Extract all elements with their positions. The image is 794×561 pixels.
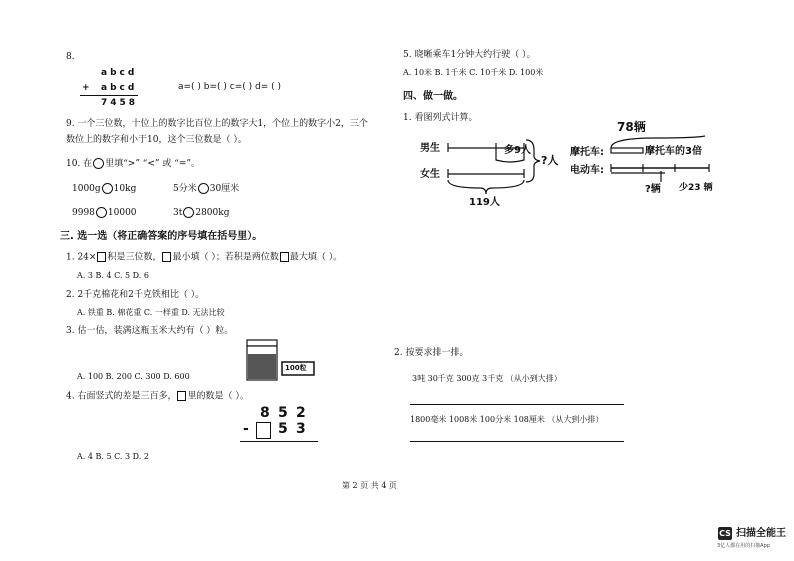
q5-text: 5. 晓晰乘车1分钟大约行驶（ ）。 [403,50,536,60]
subtrahend-digit: 5 [278,421,288,437]
s3q4-text-a: 4. 右面竖式的差是三百多， [66,391,177,402]
s3q2-text: 2. 2千克棉花和2千克铁相比（ ）。 [66,290,205,300]
times-label: 摩托车的3倍 [645,146,702,157]
square-blank-icon [97,252,106,262]
q8-sum: 7458 [101,98,139,108]
question-cars-label: ?辆 [645,184,661,195]
s3q3-text: 3. 估一估，装满这瓶玉米大约有（ ）粒。 [66,326,234,336]
minuend-digit: 2 [296,405,306,421]
boys-label: 男生 [420,143,440,154]
circle-blank-icon [93,158,104,169]
q9-line1: 9. 一个三位数，十位上的数字比百位上的数字大1，个位上的数字小2，三个 [66,119,368,129]
circle-blank-icon[interactable] [96,207,107,218]
q8-addend1: abcd [101,68,138,78]
s3q3-options[interactable]: A. 100 B. 200 C. 300 D. 600 [77,372,190,381]
s4q2-row1: 3吨 30千克 300克 3千克 （从小到大排） [412,374,562,383]
section3-title: 三. 选一选（将正确答案的序号填在括号里）。 [60,231,263,242]
answer-line-2[interactable] [410,441,624,442]
s3q1-text-d: 最大填（ ）。 [289,252,343,263]
q8-sum-line [80,95,138,96]
q8-number: 8. [66,52,75,62]
minus-sign: - [243,421,249,437]
s3q1-text-c: 最小填（ ）；若积是两位数 [172,252,279,263]
q10-suffix: 里填“>” “<” 或 “=”。 [105,159,200,169]
question-label: ?人 [541,154,559,167]
q10-c4-right: 2800kg [195,208,230,218]
q10-compare-4 [173,207,229,219]
square-blank-icon [162,252,171,262]
total-label: 119人 [469,197,500,208]
total-cars-label: 78辆 [617,120,646,134]
q8-addend2: abcd [101,83,138,93]
vehicle-diagram [605,134,715,186]
s3q1-text [66,252,342,264]
camscanner-logo: CS [719,529,731,538]
s4q2-title: 2. 按要求排一排。 [394,348,469,358]
q10-prefix: 10. 在 [66,159,93,169]
watermark-brand: 扫描全能王 [736,528,786,539]
s4q2-row2: 1800毫米 1008米 100分米 108厘米 （从大到小排） [410,415,604,424]
s3q1-text-b: 积是三位数， [107,252,162,263]
q10-compare-1 [72,183,136,195]
minuend-digit: 5 [278,405,288,421]
q10-c4-left: 3t [173,208,183,218]
q10-compare-2 [173,183,239,195]
square-blank-icon [280,252,289,262]
corn-jar-icon [244,338,316,382]
q9-line2: 数位上的数字和小于10，这个三位数是（ ）。 [66,135,247,145]
s3q4-text [66,391,249,403]
q10-compare-3 [72,207,137,219]
q8-blanks: a=( ) b=( ) c=( ) d= ( ) [178,82,282,92]
minuend-digit: 8 [260,405,270,421]
circle-blank-icon[interactable] [102,183,113,194]
subtrahend-digit: 3 [296,421,306,437]
q10-c1-right: 10kg [113,184,137,194]
girls-label: 女生 [420,169,440,180]
s3q1-text-a: 1. 24× [66,252,97,263]
page-number: 第 2 页 共 4 页 [342,481,397,490]
section4-title: 四、做一做。 [403,91,463,102]
jar-label: 100粒 [285,364,307,372]
s3q4-text-b: 里的数是（ ）。 [187,391,249,402]
moto-label: 摩托车: [570,147,604,158]
ebike-label: 电动车: [570,165,604,176]
s3q2-options[interactable]: A. 铁重 B. 棉花重 C. 一样重 D. 无法比较 [77,308,225,317]
q10-c2-right: 30厘米 [209,184,240,194]
q8-plus: + [82,83,90,93]
q10-c2-left: 5分米 [173,184,197,194]
q10-instruction [66,158,200,170]
square-blank-icon [177,391,186,401]
s3q1-options[interactable]: A. 3 B. 4 C. 5 D. 6 [77,271,149,280]
boys-girls-diagram [440,136,550,206]
square-blank-icon[interactable] [256,422,271,439]
subtraction-line [240,441,318,442]
circle-blank-icon[interactable] [183,207,194,218]
q5-options[interactable]: A. 10米 B. 1千米 C. 10千米 D. 100米 [403,68,544,77]
less-label: 少23 辆 [679,183,713,193]
s3q4-options[interactable]: A. 4 B. 5 C. 3 D. 2 [77,452,149,461]
q10-c1-left: 1000g [72,184,101,194]
q10-c3-left: 9998 [72,208,95,218]
circle-blank-icon[interactable] [198,183,209,194]
answer-line-1[interactable] [410,404,624,405]
s4q1-title: 1. 看图列式计算。 [403,113,478,123]
watermark-sub: 3亿人都在用的扫描App [717,543,770,549]
more-label: 多9人 [504,145,531,156]
q10-c3-right: 10000 [107,208,137,218]
